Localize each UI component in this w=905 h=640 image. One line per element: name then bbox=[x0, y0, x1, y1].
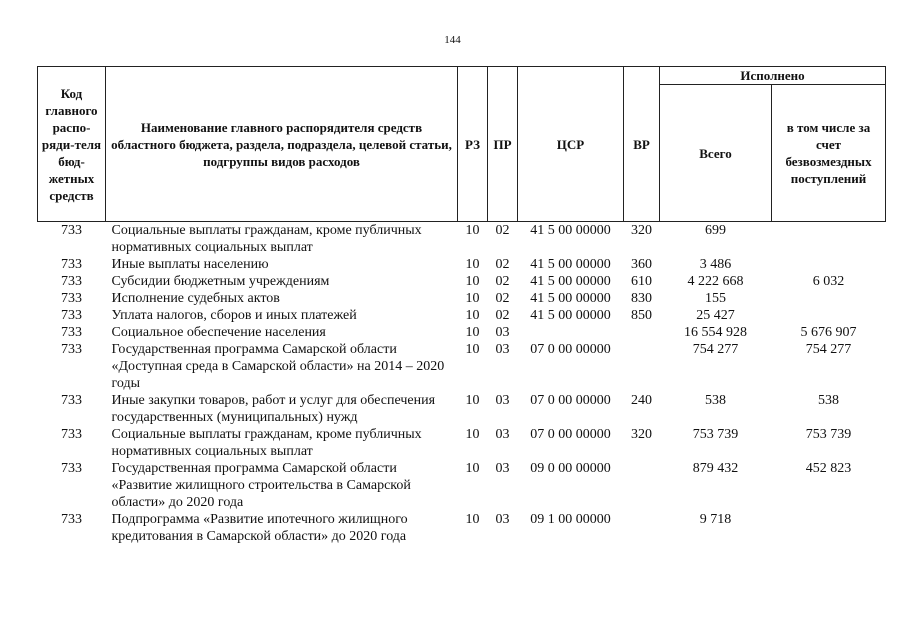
cell-pr: 02 bbox=[495, 274, 510, 289]
table-row bbox=[38, 341, 886, 392]
cell-rz: 10 bbox=[465, 393, 480, 408]
cell-total: 9 718 bbox=[699, 512, 732, 527]
cell-rz: 10 bbox=[465, 325, 480, 340]
cell-name: Социальное обеспечение населения bbox=[111, 325, 326, 340]
cell-csr: 07 0 00 00000 bbox=[530, 393, 611, 408]
cell-csr: 09 0 00 00000 bbox=[530, 461, 611, 476]
cell-name: Исполнение судебных актов bbox=[111, 291, 280, 306]
header-free: в том числе за счет безвозмездных поступлений bbox=[772, 85, 886, 222]
cell-free: 753 739 bbox=[805, 427, 852, 442]
cell-vr: 320 bbox=[631, 427, 652, 442]
cell-code: 733 bbox=[61, 257, 82, 272]
cell-total: 16 554 928 bbox=[684, 325, 747, 340]
cell-code: 733 bbox=[61, 308, 82, 323]
cell-pr: 03 bbox=[495, 325, 510, 340]
table-row bbox=[38, 307, 886, 324]
table-body bbox=[38, 222, 886, 546]
cell-free bbox=[772, 222, 886, 257]
cell-csr: 41 5 00 00000 bbox=[530, 308, 611, 323]
cell-rz: 10 bbox=[465, 308, 480, 323]
cell-free: 538 bbox=[818, 393, 839, 408]
cell-vr bbox=[624, 460, 660, 511]
cell-total: 699 bbox=[705, 223, 726, 238]
cell-total: 879 432 bbox=[692, 461, 739, 476]
cell-vr: 240 bbox=[631, 393, 652, 408]
cell-csr bbox=[518, 324, 624, 341]
table-row bbox=[38, 256, 886, 273]
table-row bbox=[38, 324, 886, 341]
cell-vr: 610 bbox=[631, 274, 652, 289]
header-total: Всего bbox=[660, 85, 772, 222]
cell-free bbox=[772, 511, 886, 545]
cell-vr: 360 bbox=[631, 257, 652, 272]
cell-code: 733 bbox=[61, 325, 82, 340]
cell-code: 733 bbox=[61, 427, 82, 442]
cell-pr: 02 bbox=[495, 308, 510, 323]
cell-name: Иные закупки товаров, работ и услуг для обеспечения государственных (муниципальных) нужд bbox=[111, 393, 436, 425]
cell-pr: 03 bbox=[495, 342, 510, 357]
cell-name: Подпрограмма «Развитие ипотечного жилищного кредитования в Самарской области» до 2020 года bbox=[111, 512, 408, 544]
cell-name: Субсидии бюджетным учреждениям bbox=[111, 274, 330, 289]
cell-code: 733 bbox=[61, 223, 82, 238]
table-row bbox=[38, 426, 886, 460]
table-row bbox=[38, 290, 886, 307]
header-rz: РЗ bbox=[458, 67, 488, 222]
cell-total: 538 bbox=[705, 393, 726, 408]
cell-total: 3 486 bbox=[699, 257, 732, 272]
header-executed: Исполнено bbox=[660, 67, 886, 85]
cell-name: Социальные выплаты гражданам, кроме публичных нормативных социальных выплат bbox=[111, 223, 422, 255]
header-csr: ЦСР bbox=[518, 67, 624, 222]
table-row bbox=[38, 222, 886, 257]
cell-free bbox=[772, 290, 886, 307]
cell-csr: 41 5 00 00000 bbox=[530, 274, 611, 289]
cell-rz: 10 bbox=[465, 257, 480, 272]
table-header bbox=[38, 67, 886, 222]
cell-pr: 02 bbox=[495, 257, 510, 272]
cell-name: Социальные выплаты гражданам, кроме публичных нормативных социальных выплат bbox=[111, 427, 422, 459]
table-row bbox=[38, 460, 886, 511]
cell-rz: 10 bbox=[465, 223, 480, 238]
cell-name: Иные выплаты населению bbox=[111, 257, 269, 272]
cell-pr: 02 bbox=[495, 223, 510, 238]
cell-free: 452 823 bbox=[805, 461, 852, 476]
cell-vr bbox=[624, 341, 660, 392]
header-vr: ВР bbox=[624, 67, 660, 222]
cell-rz: 10 bbox=[465, 342, 480, 357]
cell-total: 155 bbox=[705, 291, 726, 306]
cell-free: 5 676 907 bbox=[800, 325, 857, 340]
cell-vr: 830 bbox=[631, 291, 652, 306]
cell-total: 4 222 668 bbox=[687, 274, 744, 289]
cell-free bbox=[772, 307, 886, 324]
cell-csr: 41 5 00 00000 bbox=[530, 223, 611, 238]
cell-code: 733 bbox=[61, 512, 82, 527]
cell-free: 754 277 bbox=[805, 342, 852, 357]
cell-code: 733 bbox=[61, 342, 82, 357]
cell-pr: 03 bbox=[495, 427, 510, 442]
cell-pr: 03 bbox=[495, 393, 510, 408]
cell-free bbox=[772, 256, 886, 273]
cell-code: 733 bbox=[61, 393, 82, 408]
cell-vr: 850 bbox=[631, 308, 652, 323]
cell-rz: 10 bbox=[465, 427, 480, 442]
cell-pr: 02 bbox=[495, 291, 510, 306]
cell-csr: 41 5 00 00000 bbox=[530, 257, 611, 272]
cell-name: Уплата налогов, сборов и иных платежей bbox=[111, 308, 357, 323]
table-row bbox=[38, 273, 886, 290]
table-row bbox=[38, 392, 886, 426]
cell-total: 25 427 bbox=[696, 308, 735, 323]
cell-total: 754 277 bbox=[692, 342, 739, 357]
budget-table bbox=[37, 66, 886, 545]
cell-name: Государственная программа Самарской области «Развитие жилищного строительства в Самарской области» до 2020 года bbox=[111, 461, 411, 510]
cell-vr bbox=[624, 511, 660, 545]
page-number: 144 bbox=[444, 34, 461, 46]
cell-rz: 10 bbox=[465, 274, 480, 289]
cell-pr: 03 bbox=[495, 461, 510, 476]
table-row bbox=[38, 511, 886, 545]
cell-free: 6 032 bbox=[812, 274, 845, 289]
cell-code: 733 bbox=[61, 274, 82, 289]
cell-code: 733 bbox=[61, 461, 82, 476]
cell-rz: 10 bbox=[465, 512, 480, 527]
cell-total: 753 739 bbox=[692, 427, 739, 442]
cell-csr: 09 1 00 00000 bbox=[530, 512, 611, 527]
cell-vr bbox=[624, 324, 660, 341]
cell-csr: 07 0 00 00000 bbox=[530, 342, 611, 357]
header-code: Код главного распо-ряди-теля бюд-жетных средств bbox=[38, 67, 106, 222]
cell-rz: 10 bbox=[465, 461, 480, 476]
header-name: Наименование главного распорядителя средств областного бюджета, раздела, подраздела, целевой статьи, подгруппы видов расходов bbox=[106, 67, 458, 222]
cell-vr: 320 bbox=[631, 223, 652, 238]
cell-name: Государственная программа Самарской области «Доступная среда в Самарской области» на 2014 – 2020 годы bbox=[111, 342, 445, 391]
cell-pr: 03 bbox=[495, 512, 510, 527]
header-pr: ПР bbox=[488, 67, 518, 222]
cell-csr: 41 5 00 00000 bbox=[530, 291, 611, 306]
cell-code: 733 bbox=[61, 291, 82, 306]
cell-csr: 07 0 00 00000 bbox=[530, 427, 611, 442]
cell-rz: 10 bbox=[465, 291, 480, 306]
